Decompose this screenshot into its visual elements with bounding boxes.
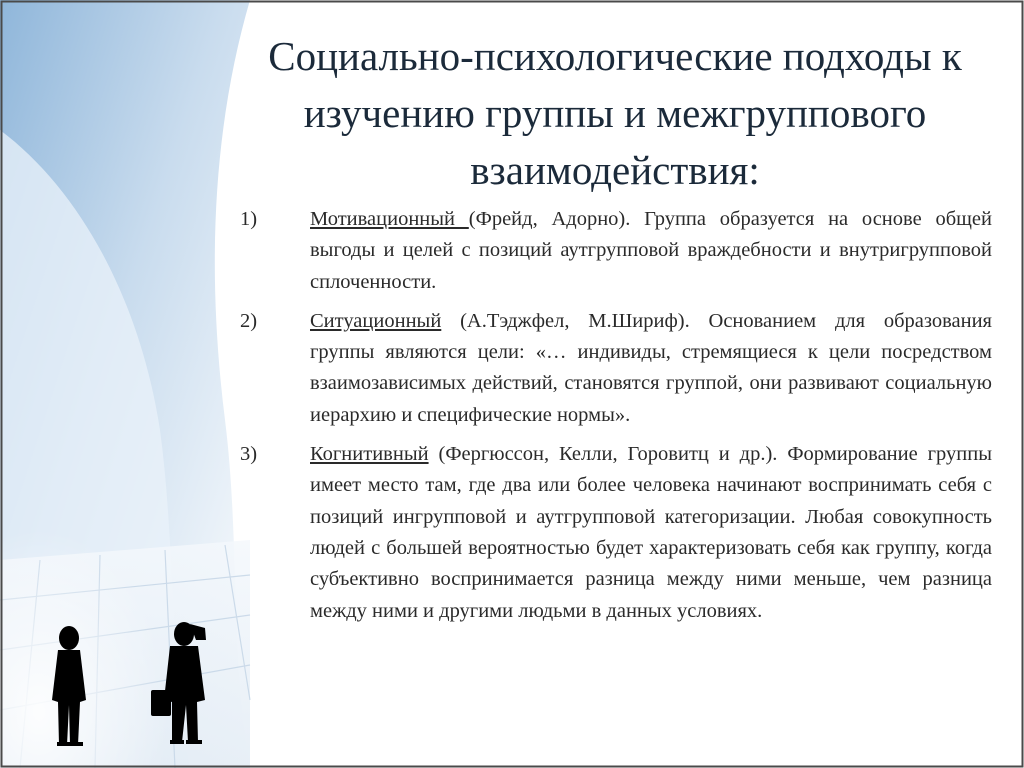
item-term: Когнитивный	[310, 443, 429, 466]
item-body	[310, 306, 992, 431]
list-item	[240, 306, 992, 431]
item-description: (Фергюссон, Келли, Горовитц и др.). Формирование группы имеет место там, где два или более человека начинают воспринимать себя с позиций ингрупповой и аутгрупповой категоризации. Любая совокупность людей с большей вероятностью будет характеризовать себя как группу, когда субъективно воспринимается разница между ними меньше, чем разница между ними и другими людьми в данных условиях.	[310, 443, 992, 622]
slide-title: Социально-психологические подходы к изучению группы и межгруппового взаимодействия:	[268, 33, 962, 193]
list-item	[240, 204, 992, 298]
item-description: (Фрейд, Адорно). Группа образуется на основе общей выгоды и целей с позиций аутгрупповой враждебности и внутригрупповой сплоченности.	[310, 208, 992, 293]
list-item	[240, 439, 992, 627]
item-body	[310, 439, 992, 627]
item-term: Ситуационный	[310, 309, 442, 332]
item-number: 3)	[240, 443, 258, 466]
item-number: 2)	[240, 309, 258, 332]
item-term: Мотивационный	[310, 208, 469, 230]
item-body	[310, 204, 992, 298]
item-description: (А.Тэджфел, М.Шириф). Основанием для образования группы являются цели: «… индивиды, стремящиеся к цели посредством взаимозависимых действий, становятся группой, они развивают социальную иерархию и специфические нормы».	[310, 309, 992, 426]
item-number: 1)	[240, 208, 258, 230]
approaches-list	[240, 204, 992, 635]
